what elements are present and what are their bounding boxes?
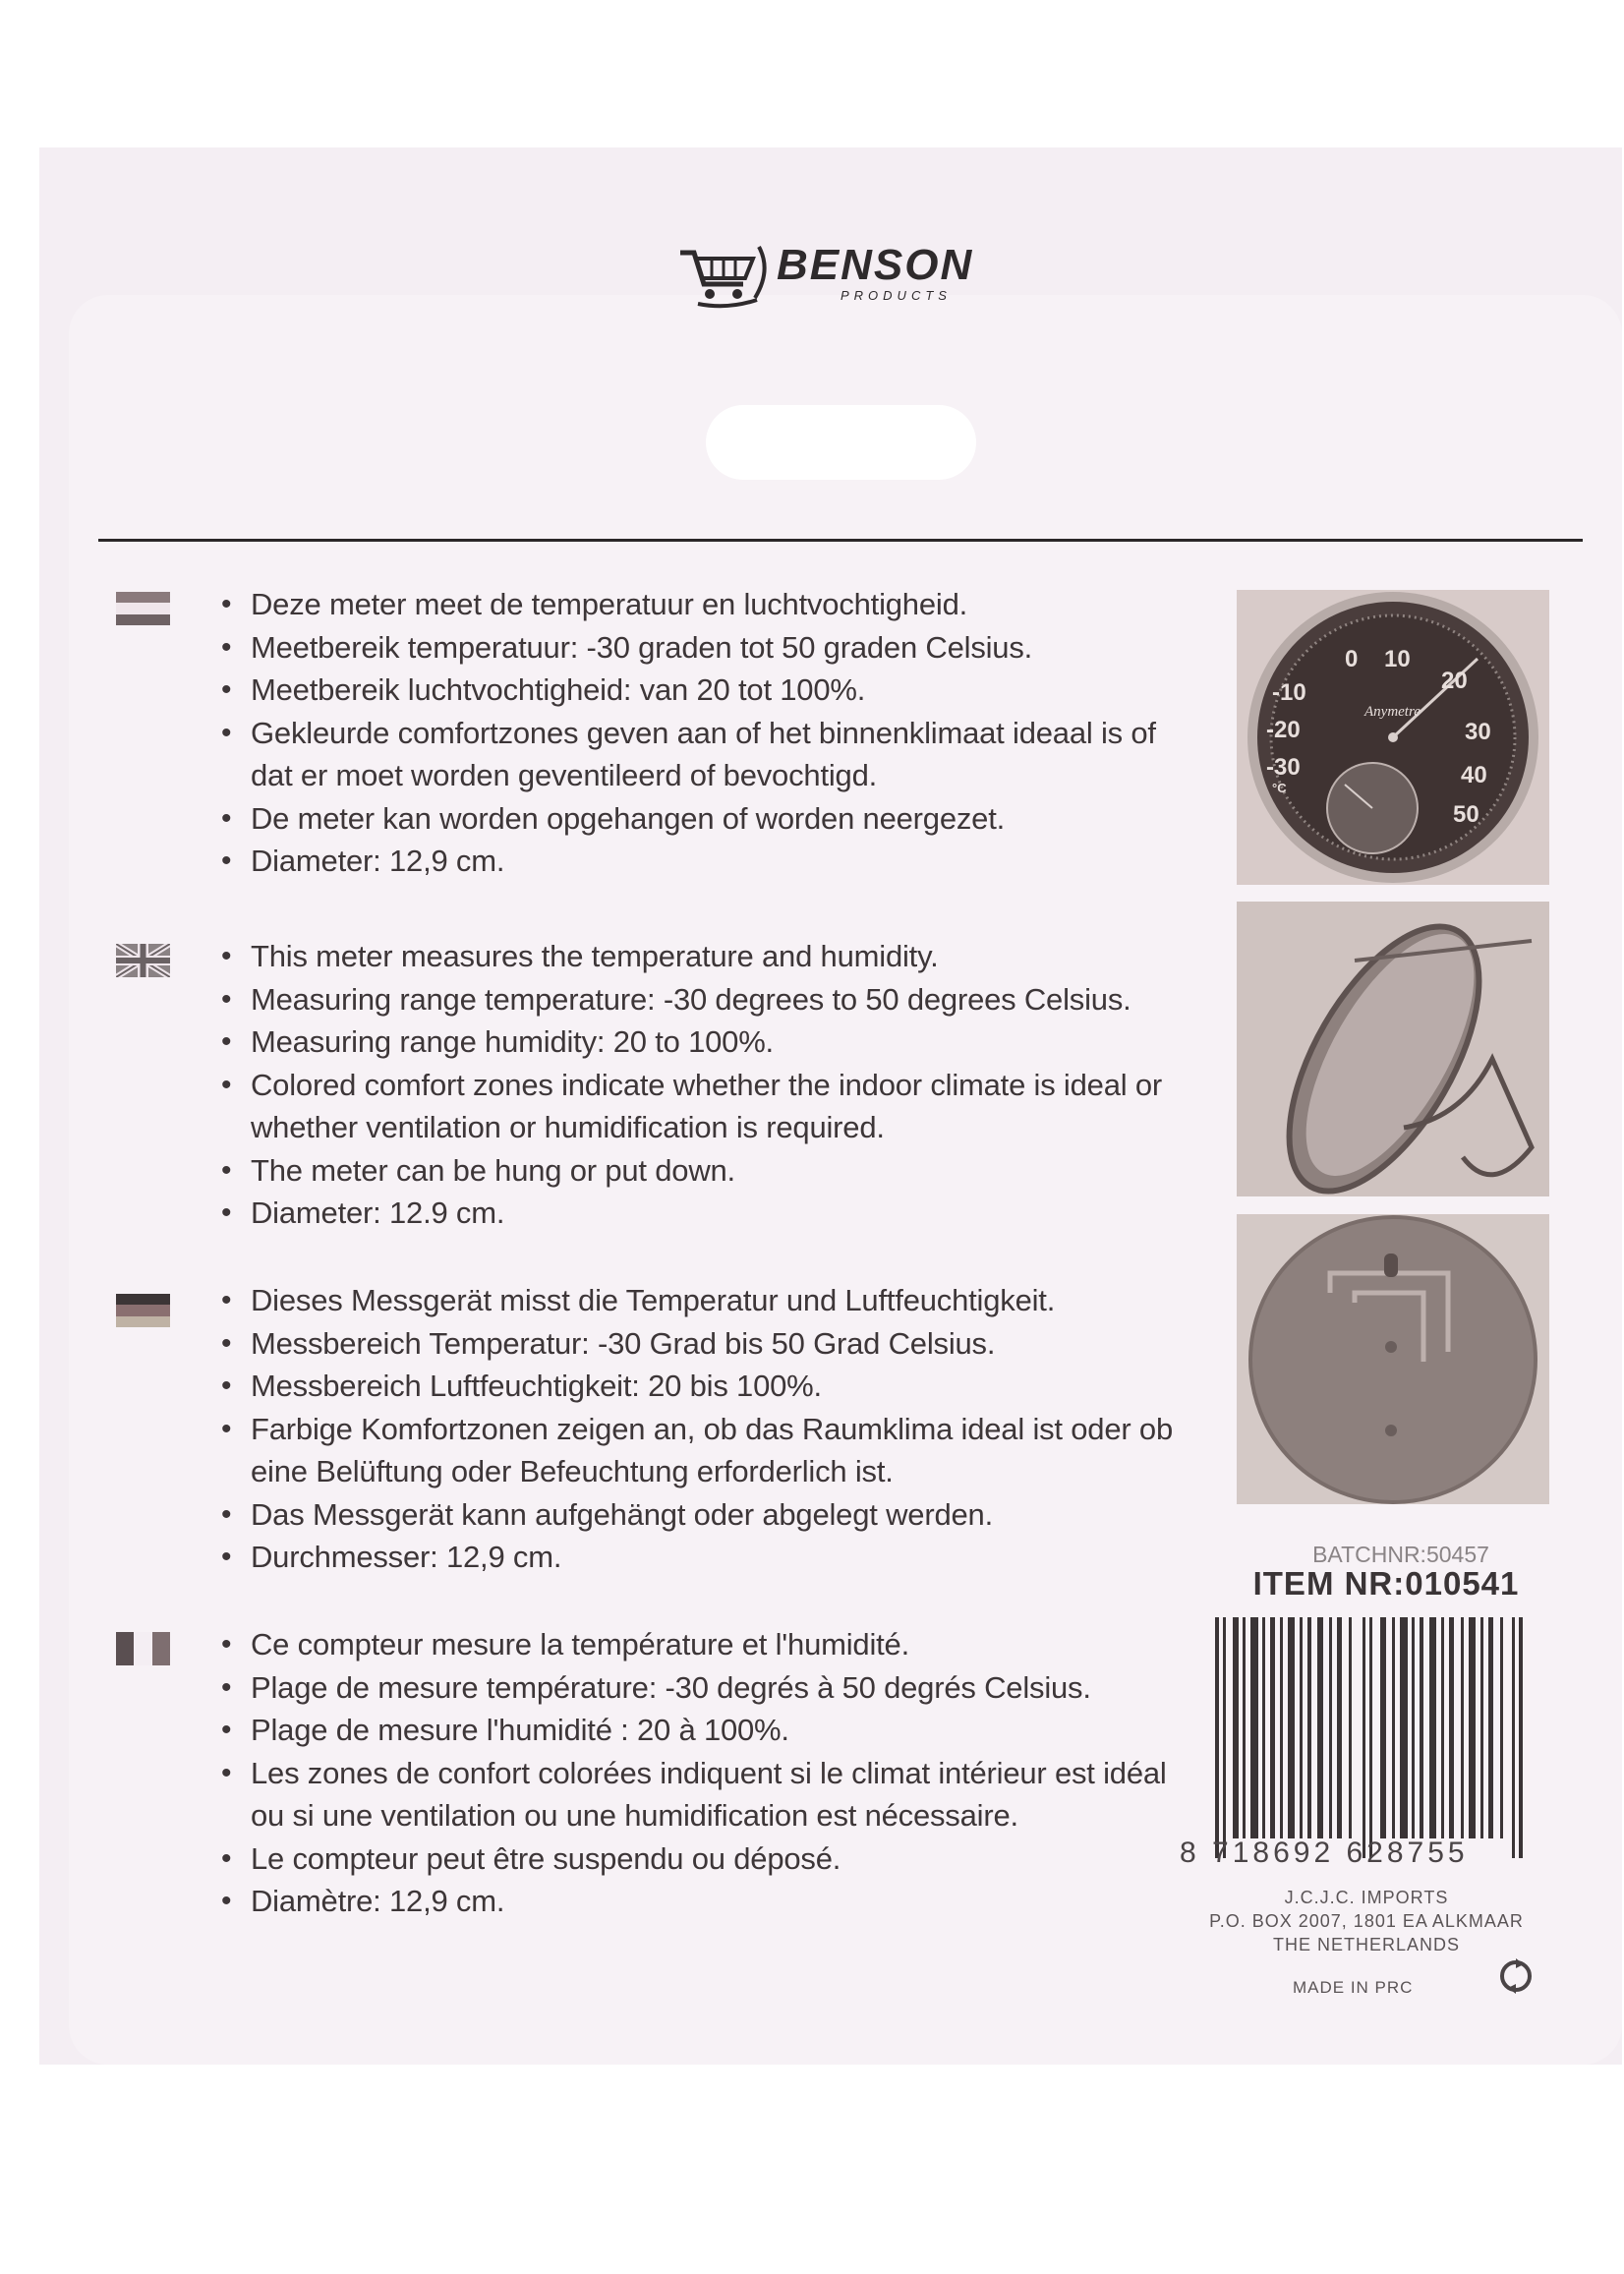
divider-line bbox=[98, 539, 1583, 542]
list-german bbox=[221, 1279, 1204, 1579]
gauge-label: -10 bbox=[1272, 679, 1306, 706]
address-line: J.C.J.C. IMPORTS bbox=[1284, 1888, 1449, 1907]
gauge-label: 40 bbox=[1461, 762, 1487, 788]
recycle-icon bbox=[1496, 1956, 1536, 1996]
list-item: • Farbige Komfortzonen zeigen an, ob das Raumklima ideal ist oder ob eine Belüftung oder Befeuchtung erforderlich ist. bbox=[221, 1408, 1204, 1493]
photo-gauge-back bbox=[1237, 1214, 1549, 1504]
list-item: • Le compteur peut être suspendu ou déposé. bbox=[221, 1837, 1204, 1881]
list-item: • Plage de mesure l'humidité : 20 à 100%. bbox=[221, 1709, 1204, 1752]
list-item: • Measuring range temperature: -30 degrees to 50 degrees Celsius. bbox=[221, 978, 1204, 1021]
benson-logo bbox=[678, 241, 1003, 310]
batch-number: BATCHNR:50457 bbox=[1312, 1542, 1489, 1567]
item-number: ITEM NR:010541 bbox=[1252, 1565, 1520, 1602]
photo-gauge-front bbox=[1237, 590, 1549, 885]
hygrometer-back-image bbox=[1237, 1214, 1549, 1504]
list-item: • Gekleurde comfortzones geven aan of het binnenklimaat ideaal is of dat er moet worden geventileerd of bevochtigd. bbox=[221, 712, 1204, 797]
list-item: • Dieses Messgerät misst die Temperatur und Luftfeuchtigkeit. bbox=[221, 1279, 1204, 1322]
hang-hole bbox=[706, 405, 976, 480]
address-line: P.O. BOX 2007, 1801 EA ALKMAAR bbox=[1209, 1911, 1524, 1931]
hygrometer-side-image bbox=[1237, 902, 1549, 1196]
photo-gauge-side bbox=[1237, 902, 1549, 1196]
list-item: • Messbereich Temperatur: -30 Grad bis 50 Grad Celsius. bbox=[221, 1322, 1204, 1366]
address-line: THE NETHERLANDS bbox=[1272, 1935, 1461, 1954]
gauge-brand: Anymetre bbox=[1364, 704, 1421, 720]
gauge-label: 20 bbox=[1441, 668, 1468, 694]
brand-name: BENSON bbox=[777, 241, 974, 289]
barcode-number: 8 718692 628755 bbox=[1180, 1837, 1469, 1869]
list-english bbox=[221, 935, 1204, 1235]
brand-subtitle: PRODUCTS bbox=[841, 288, 952, 303]
list-french bbox=[221, 1623, 1204, 1923]
list-item: • Diameter: 12,9 cm. bbox=[221, 840, 1204, 883]
made-in-label: MADE IN PRC bbox=[1293, 1978, 1414, 1997]
list-item: • Les zones de confort colorées indiquent si le climat intérieur est idéal ou si une ventilation ou une humidification est nécessaire. bbox=[221, 1752, 1204, 1837]
list-item: • Durchmesser: 12,9 cm. bbox=[221, 1536, 1204, 1579]
france-flag-icon bbox=[116, 1632, 170, 1665]
list-dutch bbox=[221, 583, 1204, 883]
gauge-label: 0 bbox=[1345, 646, 1359, 672]
barcode-icon bbox=[1215, 1617, 1530, 1858]
list-item: • This meter measures the temperature and humidity. bbox=[221, 935, 1204, 978]
list-item: • Diameter: 12.9 cm. bbox=[221, 1192, 1204, 1235]
list-item: • Meetbereik temperatuur: -30 graden tot 50 graden Celsius. bbox=[221, 626, 1204, 670]
list-item: • Messbereich Luftfeuchtigkeit: 20 bis 100%. bbox=[221, 1365, 1204, 1408]
list-item: • Ce compteur mesure la température et l'humidité. bbox=[221, 1623, 1204, 1666]
importer-address bbox=[1160, 1886, 1573, 1956]
list-item: • De meter kan worden opgehangen of worden neergezet. bbox=[221, 797, 1204, 841]
shopping-cart-icon bbox=[678, 241, 772, 310]
list-item: • Meetbereik luchtvochtigheid: van 20 tot 100%. bbox=[221, 669, 1204, 712]
list-item: • Plage de mesure température: -30 degrés à 50 degrés Celsius. bbox=[221, 1666, 1204, 1710]
list-item: • Deze meter meet de temperatuur en luchtvochtigheid. bbox=[221, 583, 1204, 626]
gauge-label: -20 bbox=[1266, 717, 1301, 743]
gauge-label: -30 bbox=[1266, 754, 1301, 781]
gauge-label: 50 bbox=[1453, 801, 1479, 828]
list-item: • Colored comfort zones indicate whether the indoor climate is ideal or whether ventilation or humidification is required. bbox=[221, 1064, 1204, 1149]
hygrometer-front-image bbox=[1237, 590, 1549, 885]
gauge-label: 30 bbox=[1465, 719, 1491, 745]
list-item: • The meter can be hung or put down. bbox=[221, 1149, 1204, 1193]
gauge-unit: °C bbox=[1272, 781, 1287, 795]
netherlands-flag-icon bbox=[116, 592, 170, 625]
uk-flag-icon bbox=[116, 944, 170, 977]
list-item: • Das Messgerät kann aufgehängt oder abgelegt werden. bbox=[221, 1493, 1204, 1537]
gauge-label: 10 bbox=[1384, 646, 1411, 672]
list-item: • Diamètre: 12,9 cm. bbox=[221, 1880, 1204, 1923]
list-item: • Measuring range humidity: 20 to 100%. bbox=[221, 1020, 1204, 1064]
germany-flag-icon bbox=[116, 1294, 170, 1327]
